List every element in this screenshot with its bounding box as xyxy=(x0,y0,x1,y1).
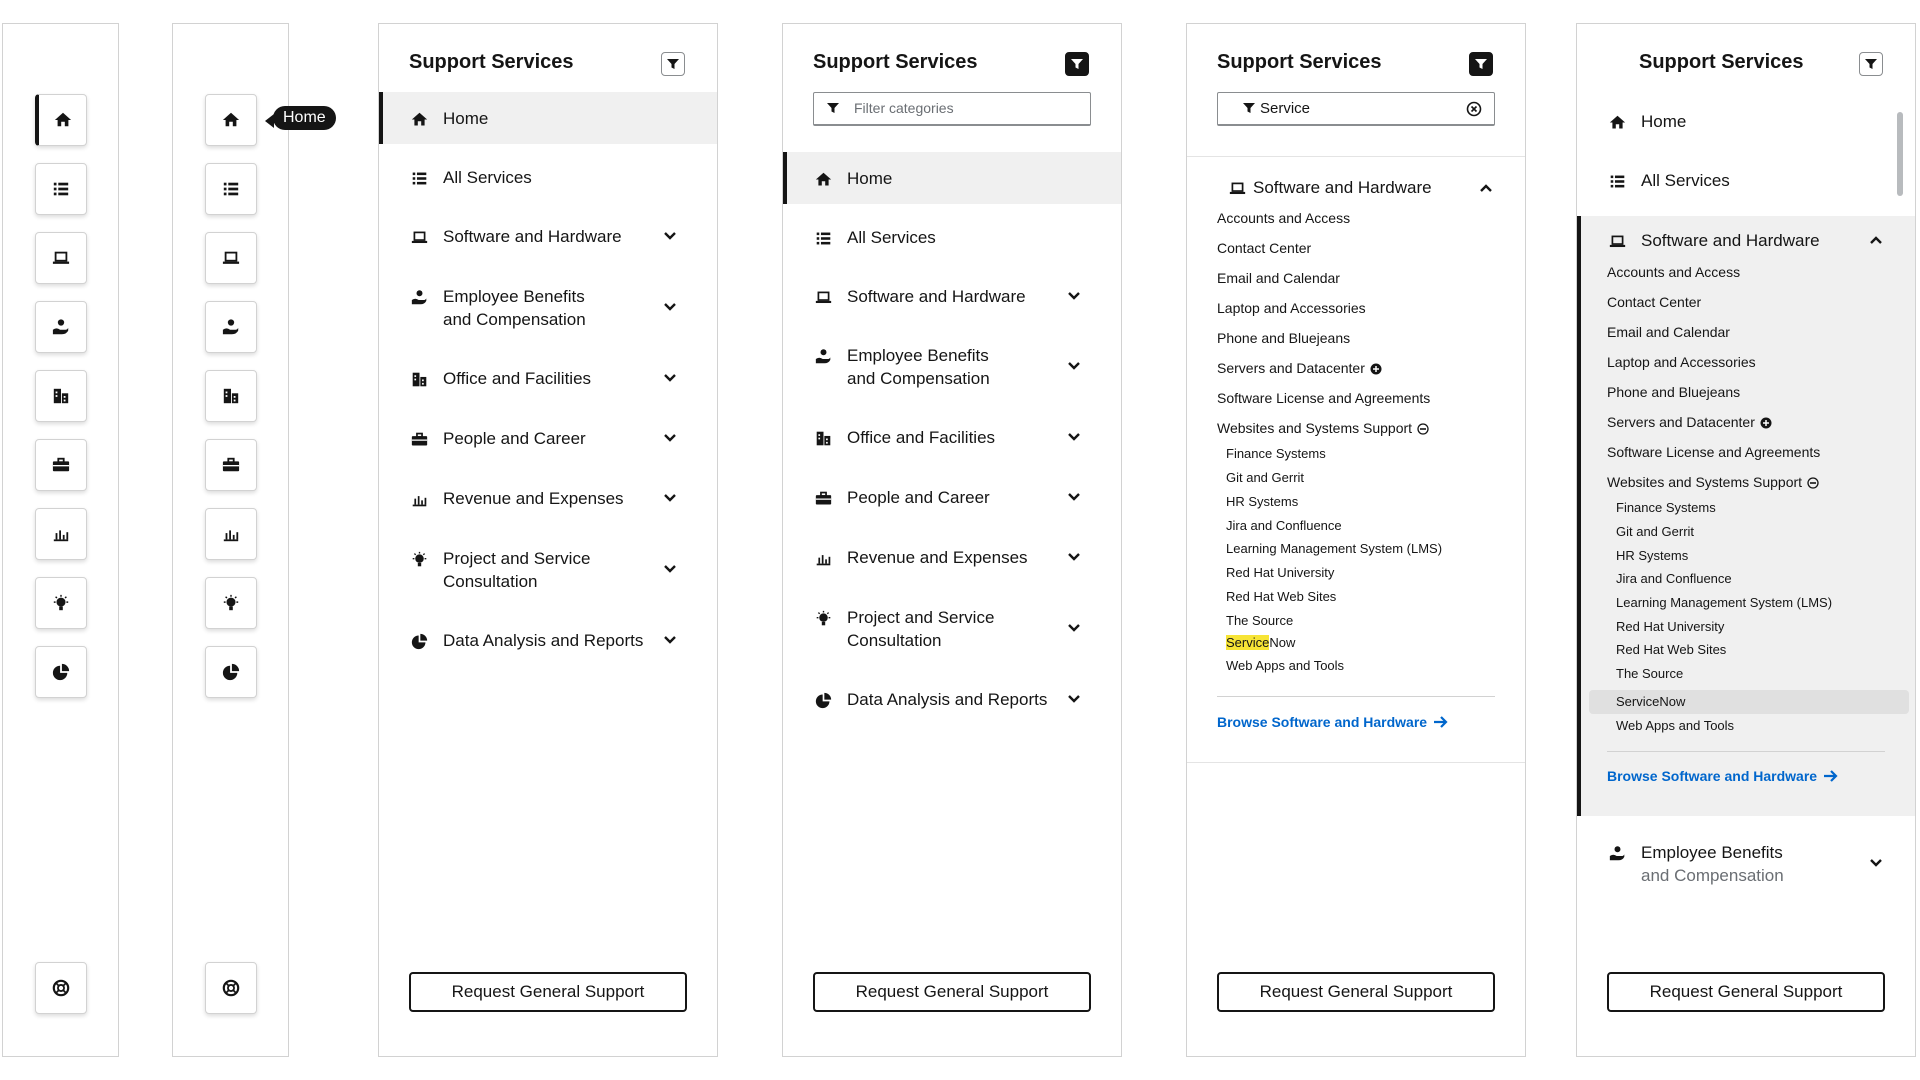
sub-item-webapps[interactable]: Web Apps and Tools xyxy=(1616,718,1735,733)
lightbulb-icon xyxy=(813,608,833,628)
filter-icon xyxy=(1864,57,1878,71)
filter-icon xyxy=(826,101,840,115)
briefcase-icon xyxy=(813,488,833,508)
chevron-down-icon[interactable] xyxy=(661,560,679,578)
page-title: Support Services xyxy=(1217,51,1382,73)
hand-heart-icon xyxy=(52,318,70,336)
sub-item-websites[interactable]: Websites and Systems Support xyxy=(1607,474,1819,490)
list-icon xyxy=(52,180,70,198)
chevron-down-icon[interactable] xyxy=(1065,690,1083,708)
nav-panel-filtered xyxy=(1186,23,1526,1057)
building-icon xyxy=(52,387,70,405)
request-support-button[interactable]: Request General Support xyxy=(1217,972,1495,1012)
filter-icon xyxy=(666,57,680,71)
sub-item-email[interactable]: Email and Calendar xyxy=(1607,324,1730,340)
sub-item-accounts[interactable]: Accounts and Access xyxy=(1607,264,1741,280)
browse-software-link[interactable]: Browse Software and Hardware xyxy=(1217,714,1449,730)
chevron-down-icon[interactable] xyxy=(661,298,679,316)
sub-item-source[interactable]: The Source xyxy=(1226,613,1294,628)
filter-value: Service xyxy=(1260,100,1311,117)
filter-icon xyxy=(1070,57,1084,71)
scrollbar[interactable] xyxy=(1897,112,1903,196)
pie-icon xyxy=(813,690,833,710)
home-icon xyxy=(222,111,240,129)
revenue-button[interactable] xyxy=(35,508,87,560)
office-button[interactable] xyxy=(205,370,257,422)
request-support-button[interactable]: Request General Support xyxy=(813,972,1091,1012)
chevron-up-icon[interactable] xyxy=(1867,231,1885,249)
chart-icon xyxy=(813,548,833,568)
lightbulb-icon xyxy=(222,594,240,612)
sub-item-servers[interactable]: Servers and Datacenter xyxy=(1607,414,1772,430)
laptop-icon xyxy=(222,249,240,267)
sub-item-git[interactable]: Git and Gerrit xyxy=(1226,470,1305,485)
icon-rail-panel xyxy=(2,23,119,1057)
laptop-icon xyxy=(409,227,429,247)
nav-item-software[interactable]: Software and Hardware xyxy=(409,225,622,248)
chevron-down-icon[interactable] xyxy=(1065,357,1083,375)
hand-heart-icon xyxy=(813,346,833,366)
software-button[interactable] xyxy=(35,232,87,284)
request-support-button[interactable]: Request General Support xyxy=(1607,972,1885,1012)
people-button[interactable] xyxy=(35,439,87,491)
chevron-down-icon[interactable] xyxy=(661,369,679,387)
sub-item-jira[interactable]: Jira and Confluence xyxy=(1616,571,1732,586)
hand-heart-icon xyxy=(222,318,240,336)
nav-item-data[interactable]: Data Analysis and Reports xyxy=(409,629,643,652)
list-icon xyxy=(222,180,240,198)
home-icon xyxy=(54,111,72,129)
divider xyxy=(1217,696,1495,697)
sub-item-license[interactable]: Software License and Agreements xyxy=(1217,390,1431,406)
hand-heart-icon xyxy=(409,287,429,307)
sub-item-finance[interactable]: Finance Systems xyxy=(1616,500,1716,515)
nav-item-office[interactable]: Office and Facilities xyxy=(813,426,995,449)
sub-item-git[interactable]: Git and Gerrit xyxy=(1616,524,1695,539)
hand-heart-icon xyxy=(1607,843,1627,863)
sub-item-web-sites[interactable]: Red Hat Web Sites xyxy=(1616,642,1727,657)
nav-item-project[interactable]: Project and Service Consultation xyxy=(813,606,994,652)
plus-circle-icon[interactable] xyxy=(1370,363,1382,375)
building-icon xyxy=(409,369,429,389)
nav-item-revenue[interactable]: Revenue and Expenses xyxy=(409,487,624,510)
home-icon xyxy=(1607,112,1627,132)
filter-toggle-button[interactable] xyxy=(661,52,685,76)
revenue-button[interactable] xyxy=(205,508,257,560)
nav-item-revenue[interactable]: Revenue and Expenses xyxy=(813,546,1028,569)
chevron-up-icon[interactable] xyxy=(1477,179,1495,197)
sub-item-websites[interactable]: Websites and Systems Support xyxy=(1217,420,1429,436)
sub-item-lms[interactable]: Learning Management System (LMS) xyxy=(1616,595,1833,610)
laptop-icon xyxy=(1227,178,1247,198)
home-icon xyxy=(813,169,833,189)
expanded-indicator xyxy=(1577,216,1581,816)
pie-icon xyxy=(409,631,429,651)
filter-input[interactable] xyxy=(813,92,1091,126)
filter-placeholder: Filter categories xyxy=(854,100,954,116)
software-button[interactable] xyxy=(205,232,257,284)
nav-item-benefits[interactable]: Employee Benefits and Compensation xyxy=(409,285,586,331)
all-services-button[interactable] xyxy=(35,163,87,215)
chevron-down-icon[interactable] xyxy=(1065,488,1083,506)
chevron-down-icon[interactable] xyxy=(661,429,679,447)
sub-item-lms[interactable]: Learning Management System (LMS) xyxy=(1226,541,1443,556)
support-icon xyxy=(222,979,240,997)
home-button[interactable] xyxy=(35,94,87,146)
building-icon xyxy=(222,387,240,405)
category-software[interactable]: Software and Hardware xyxy=(1227,176,1432,199)
nav-item-benefits[interactable]: Employee Benefits and Compensation xyxy=(813,344,990,390)
sub-item-university[interactable]: Red Hat University xyxy=(1226,565,1335,580)
page-title: Support Services xyxy=(409,51,574,73)
filter-toggle-button[interactable] xyxy=(1065,52,1089,76)
nav-item-software[interactable]: Software and Hardware xyxy=(1607,229,1820,252)
sub-item-jira[interactable]: Jira and Confluence xyxy=(1226,518,1342,533)
pie-icon xyxy=(52,663,70,681)
sub-item-phone[interactable]: Phone and Bluejeans xyxy=(1217,330,1351,346)
close-circle-icon[interactable] xyxy=(1466,101,1482,117)
sub-item-hr[interactable]: HR Systems xyxy=(1616,548,1689,563)
chart-icon xyxy=(52,525,70,543)
briefcase-icon xyxy=(52,456,70,474)
project-button[interactable] xyxy=(205,577,257,629)
nav-item-office[interactable]: Office and Facilities xyxy=(409,367,591,390)
support-button[interactable] xyxy=(35,962,87,1014)
sub-item-laptop[interactable]: Laptop and Accessories xyxy=(1217,300,1366,316)
laptop-icon xyxy=(52,249,70,267)
nav-item-all-services[interactable]: All Services xyxy=(813,226,936,249)
nav-panel-expanded xyxy=(1576,23,1916,1057)
data-button[interactable] xyxy=(35,646,87,698)
nav-item-people[interactable]: People and Career xyxy=(409,427,586,450)
nav-item-software[interactable]: Software and Hardware xyxy=(813,285,1026,308)
lightbulb-icon xyxy=(52,594,70,612)
list-icon xyxy=(813,228,833,248)
filter-toggle-button[interactable] xyxy=(1469,52,1493,76)
nav-panel-default xyxy=(378,23,718,1057)
sub-item-license[interactable]: Software License and Agreements xyxy=(1607,444,1821,460)
filter-icon xyxy=(1474,57,1488,71)
list-icon xyxy=(1607,171,1627,191)
sub-item-servers[interactable]: Servers and Datacenter xyxy=(1217,360,1382,376)
request-support-button[interactable]: Request General Support xyxy=(409,972,687,1012)
briefcase-icon xyxy=(222,456,240,474)
divider xyxy=(1607,751,1885,752)
chevron-down-icon[interactable] xyxy=(661,631,679,649)
icon-rail-tooltip-panel xyxy=(172,23,289,1057)
sub-item-laptop[interactable]: Laptop and Accessories xyxy=(1607,354,1756,370)
building-icon xyxy=(813,428,833,448)
laptop-icon xyxy=(813,287,833,307)
chevron-down-icon[interactable] xyxy=(661,227,679,245)
browse-software-link[interactable]: Browse Software and Hardware xyxy=(1607,768,1839,784)
nav-item-project[interactable]: Project and Service Consultation xyxy=(409,547,590,593)
home-tooltip: Home xyxy=(273,106,336,130)
plus-circle-icon[interactable] xyxy=(1760,417,1772,429)
sub-item-web-sites[interactable]: Red Hat Web Sites xyxy=(1226,589,1337,604)
nav-item-benefits[interactable]: Employee Benefits and Compensation xyxy=(1607,841,1784,887)
nav-item-home[interactable]: Home xyxy=(813,167,892,190)
support-icon xyxy=(52,979,70,997)
sub-item-university[interactable]: Red Hat University xyxy=(1616,619,1725,634)
benefits-button[interactable] xyxy=(35,301,87,353)
popover-bottom-edge xyxy=(1187,762,1525,763)
list-icon xyxy=(409,168,429,188)
nav-panel-filter xyxy=(782,23,1122,1057)
chevron-down-icon[interactable] xyxy=(1065,619,1083,637)
chevron-down-icon[interactable] xyxy=(1065,428,1083,446)
all-services-button[interactable] xyxy=(205,163,257,215)
divider xyxy=(1187,156,1525,157)
briefcase-icon xyxy=(409,429,429,449)
sub-item-source[interactable]: The Source xyxy=(1616,666,1684,681)
nav-item-home[interactable]: Home xyxy=(1607,110,1686,133)
active-indicator xyxy=(379,92,383,144)
data-button[interactable] xyxy=(205,646,257,698)
filter-toggle-button[interactable] xyxy=(1859,52,1883,76)
sub-item-contact[interactable]: Contact Center xyxy=(1217,240,1312,256)
people-button[interactable] xyxy=(205,439,257,491)
sub-item-finance[interactable]: Finance Systems xyxy=(1226,446,1326,461)
sub-item-hr[interactable]: HR Systems xyxy=(1226,494,1299,509)
sub-item-email[interactable]: Email and Calendar xyxy=(1217,270,1340,286)
arrow-right-icon xyxy=(1433,715,1449,729)
sub-item-servicenow[interactable]: ServiceNow xyxy=(1616,694,1686,709)
nav-item-home[interactable]: Home xyxy=(409,107,488,130)
page-title: Support Services xyxy=(1639,51,1804,73)
active-indicator xyxy=(783,152,787,204)
chart-icon xyxy=(222,525,240,543)
office-button[interactable] xyxy=(35,370,87,422)
home-button[interactable] xyxy=(205,94,257,146)
chevron-down-icon[interactable] xyxy=(1867,854,1885,872)
minus-circle-icon[interactable] xyxy=(1417,423,1429,435)
filter-icon xyxy=(1242,101,1256,115)
sub-item-accounts[interactable]: Accounts and Access xyxy=(1217,210,1351,226)
page-title: Support Services xyxy=(813,51,978,73)
sub-item-contact[interactable]: Contact Center xyxy=(1607,294,1702,310)
minus-circle-icon[interactable] xyxy=(1807,477,1819,489)
pie-icon xyxy=(222,663,240,681)
chart-icon xyxy=(409,489,429,509)
home-icon xyxy=(409,109,429,129)
lightbulb-icon xyxy=(409,549,429,569)
chevron-down-icon[interactable] xyxy=(1065,548,1083,566)
sub-item-webapps[interactable]: Web Apps and Tools xyxy=(1226,658,1345,673)
chevron-down-icon[interactable] xyxy=(1065,287,1083,305)
nav-item-people[interactable]: People and Career xyxy=(813,486,990,509)
project-button[interactable] xyxy=(35,577,87,629)
nav-item-all-services[interactable]: All Services xyxy=(1607,169,1730,192)
nav-item-data[interactable]: Data Analysis and Reports xyxy=(813,688,1047,711)
filter-input[interactable] xyxy=(1217,92,1495,126)
nav-item-all-services[interactable]: All Services xyxy=(409,166,532,189)
sub-item-servicenow[interactable]: ServiceNow xyxy=(1226,635,1296,650)
support-button[interactable] xyxy=(205,962,257,1014)
laptop-icon xyxy=(1607,231,1627,251)
arrow-right-icon xyxy=(1823,769,1839,783)
benefits-button[interactable] xyxy=(205,301,257,353)
sub-item-phone[interactable]: Phone and Bluejeans xyxy=(1607,384,1741,400)
chevron-down-icon[interactable] xyxy=(661,489,679,507)
search-match-highlight: Service xyxy=(1226,635,1270,650)
